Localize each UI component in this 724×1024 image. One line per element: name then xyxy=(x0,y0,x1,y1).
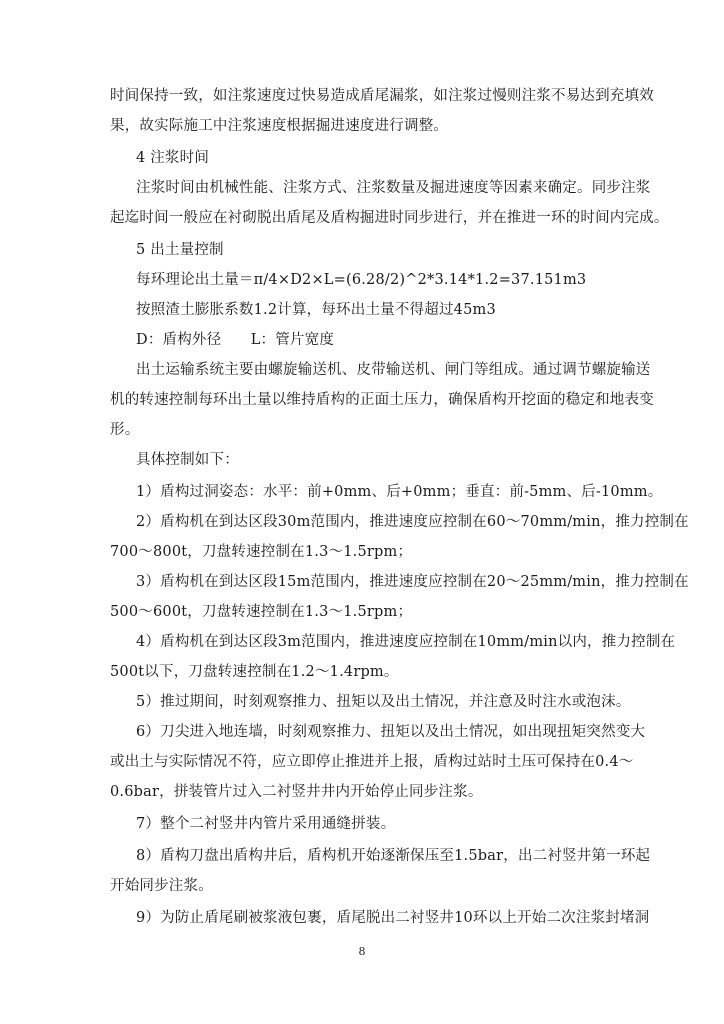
list-item-continuation: 700～800t，刀盘转速控制在1.3～1.5rpm； xyxy=(110,544,413,560)
list-item: 7）整个二衬竖井内管片采用通缝拼装。 xyxy=(136,816,396,832)
paragraph-line: 注浆时间由机械性能、注浆方式、注浆数量及掘进速度等因素来确定。同步注浆 xyxy=(136,180,651,196)
list-item: 9）为防止盾尾刷被浆液包裹，盾尾脱出二衬竖井10环以上开始二次注浆封堵洞 xyxy=(136,910,650,926)
paragraph-line: 果，故实际施工中注浆速度根据掘进速度进行调整。 xyxy=(110,118,449,134)
paragraph-line: 按照渣土膨胀系数1.2计算，每环出土量不得超过45m3 xyxy=(136,302,496,318)
paragraph-line: 起迄时间一般应在衬砌脱出盾尾及盾构掘进时同步进行，并在推进一环的时间内完成。 xyxy=(110,210,669,226)
paragraph-line: D：盾构外径 L：管片宽度 xyxy=(136,332,335,348)
list-item: 3）盾构机在到达区段15m范围内，推进速度应控制在20～25mm/min，推力控制在 xyxy=(136,574,689,590)
paragraph-line: 形。 xyxy=(110,422,140,438)
list-item: 1）盾构过洞姿态：水平：前+0mm、后+0mm；垂直：前-5mm、后-10mm。 xyxy=(136,484,663,500)
list-item: 4）盾构机在到达区段3m范围内，推进速度应控制在10mm/min以内，推力控制在 xyxy=(136,634,676,650)
paragraph-line: 出土运输系统主要由螺旋输送机、皮带输送机、闸门等组成。通过调节螺旋输送 xyxy=(136,362,651,378)
formula-line: 每环理论出土量＝π/4×D2×L=(6.28/2)^2*3.14*1.2=37.151m3 xyxy=(136,272,587,288)
list-item-continuation: 500～600t，刀盘转速控制在1.3～1.5rpm； xyxy=(110,604,413,620)
paragraph-line: 机的转速控制每环出土量以维持盾构的正面土压力，确保盾构开挖面的稳定和地表变 xyxy=(110,392,654,408)
section-heading: 4 注浆时间 xyxy=(136,150,210,166)
paragraph-line: 具体控制如下： xyxy=(136,452,239,468)
list-item-continuation: 开始同步注浆。 xyxy=(110,878,213,894)
list-item: 8）盾构刀盘出盾构井后，盾构机开始逐渐保压至1.5bar，出二衬竖井第一环起 xyxy=(136,848,651,864)
list-item-continuation: 500t以下，刀盘转速控制在1.2～1.4rpm。 xyxy=(110,664,399,680)
list-item-continuation: 0.6bar，拼装管片过入二衬竖井井内开始停止同步注浆。 xyxy=(110,784,483,800)
paragraph-line: 时间保持一致，如注浆速度过快易造成盾尾漏浆，如注浆过慢则注浆不易达到充填效 xyxy=(110,88,654,104)
section-heading: 5 出土量控制 xyxy=(136,242,224,258)
list-item: 5）推过期间，时刻观察推力、扭矩以及出土情况，并注意及时注水或泡沫。 xyxy=(136,694,631,710)
page-number: 8 xyxy=(358,945,366,958)
list-item-continuation: 或出土与实际情况不符，应立即停止推进并上报，盾构过站时土压可保持在0.4～ xyxy=(110,754,634,770)
list-item: 6）刀尖进入地连墙，时刻观察推力、扭矩以及出土情况，如出现扭矩突然变大 xyxy=(136,724,646,740)
list-item: 2）盾构机在到达区段30m范围内，推进速度应控制在60～70mm/min，推力控制在 xyxy=(136,514,689,530)
